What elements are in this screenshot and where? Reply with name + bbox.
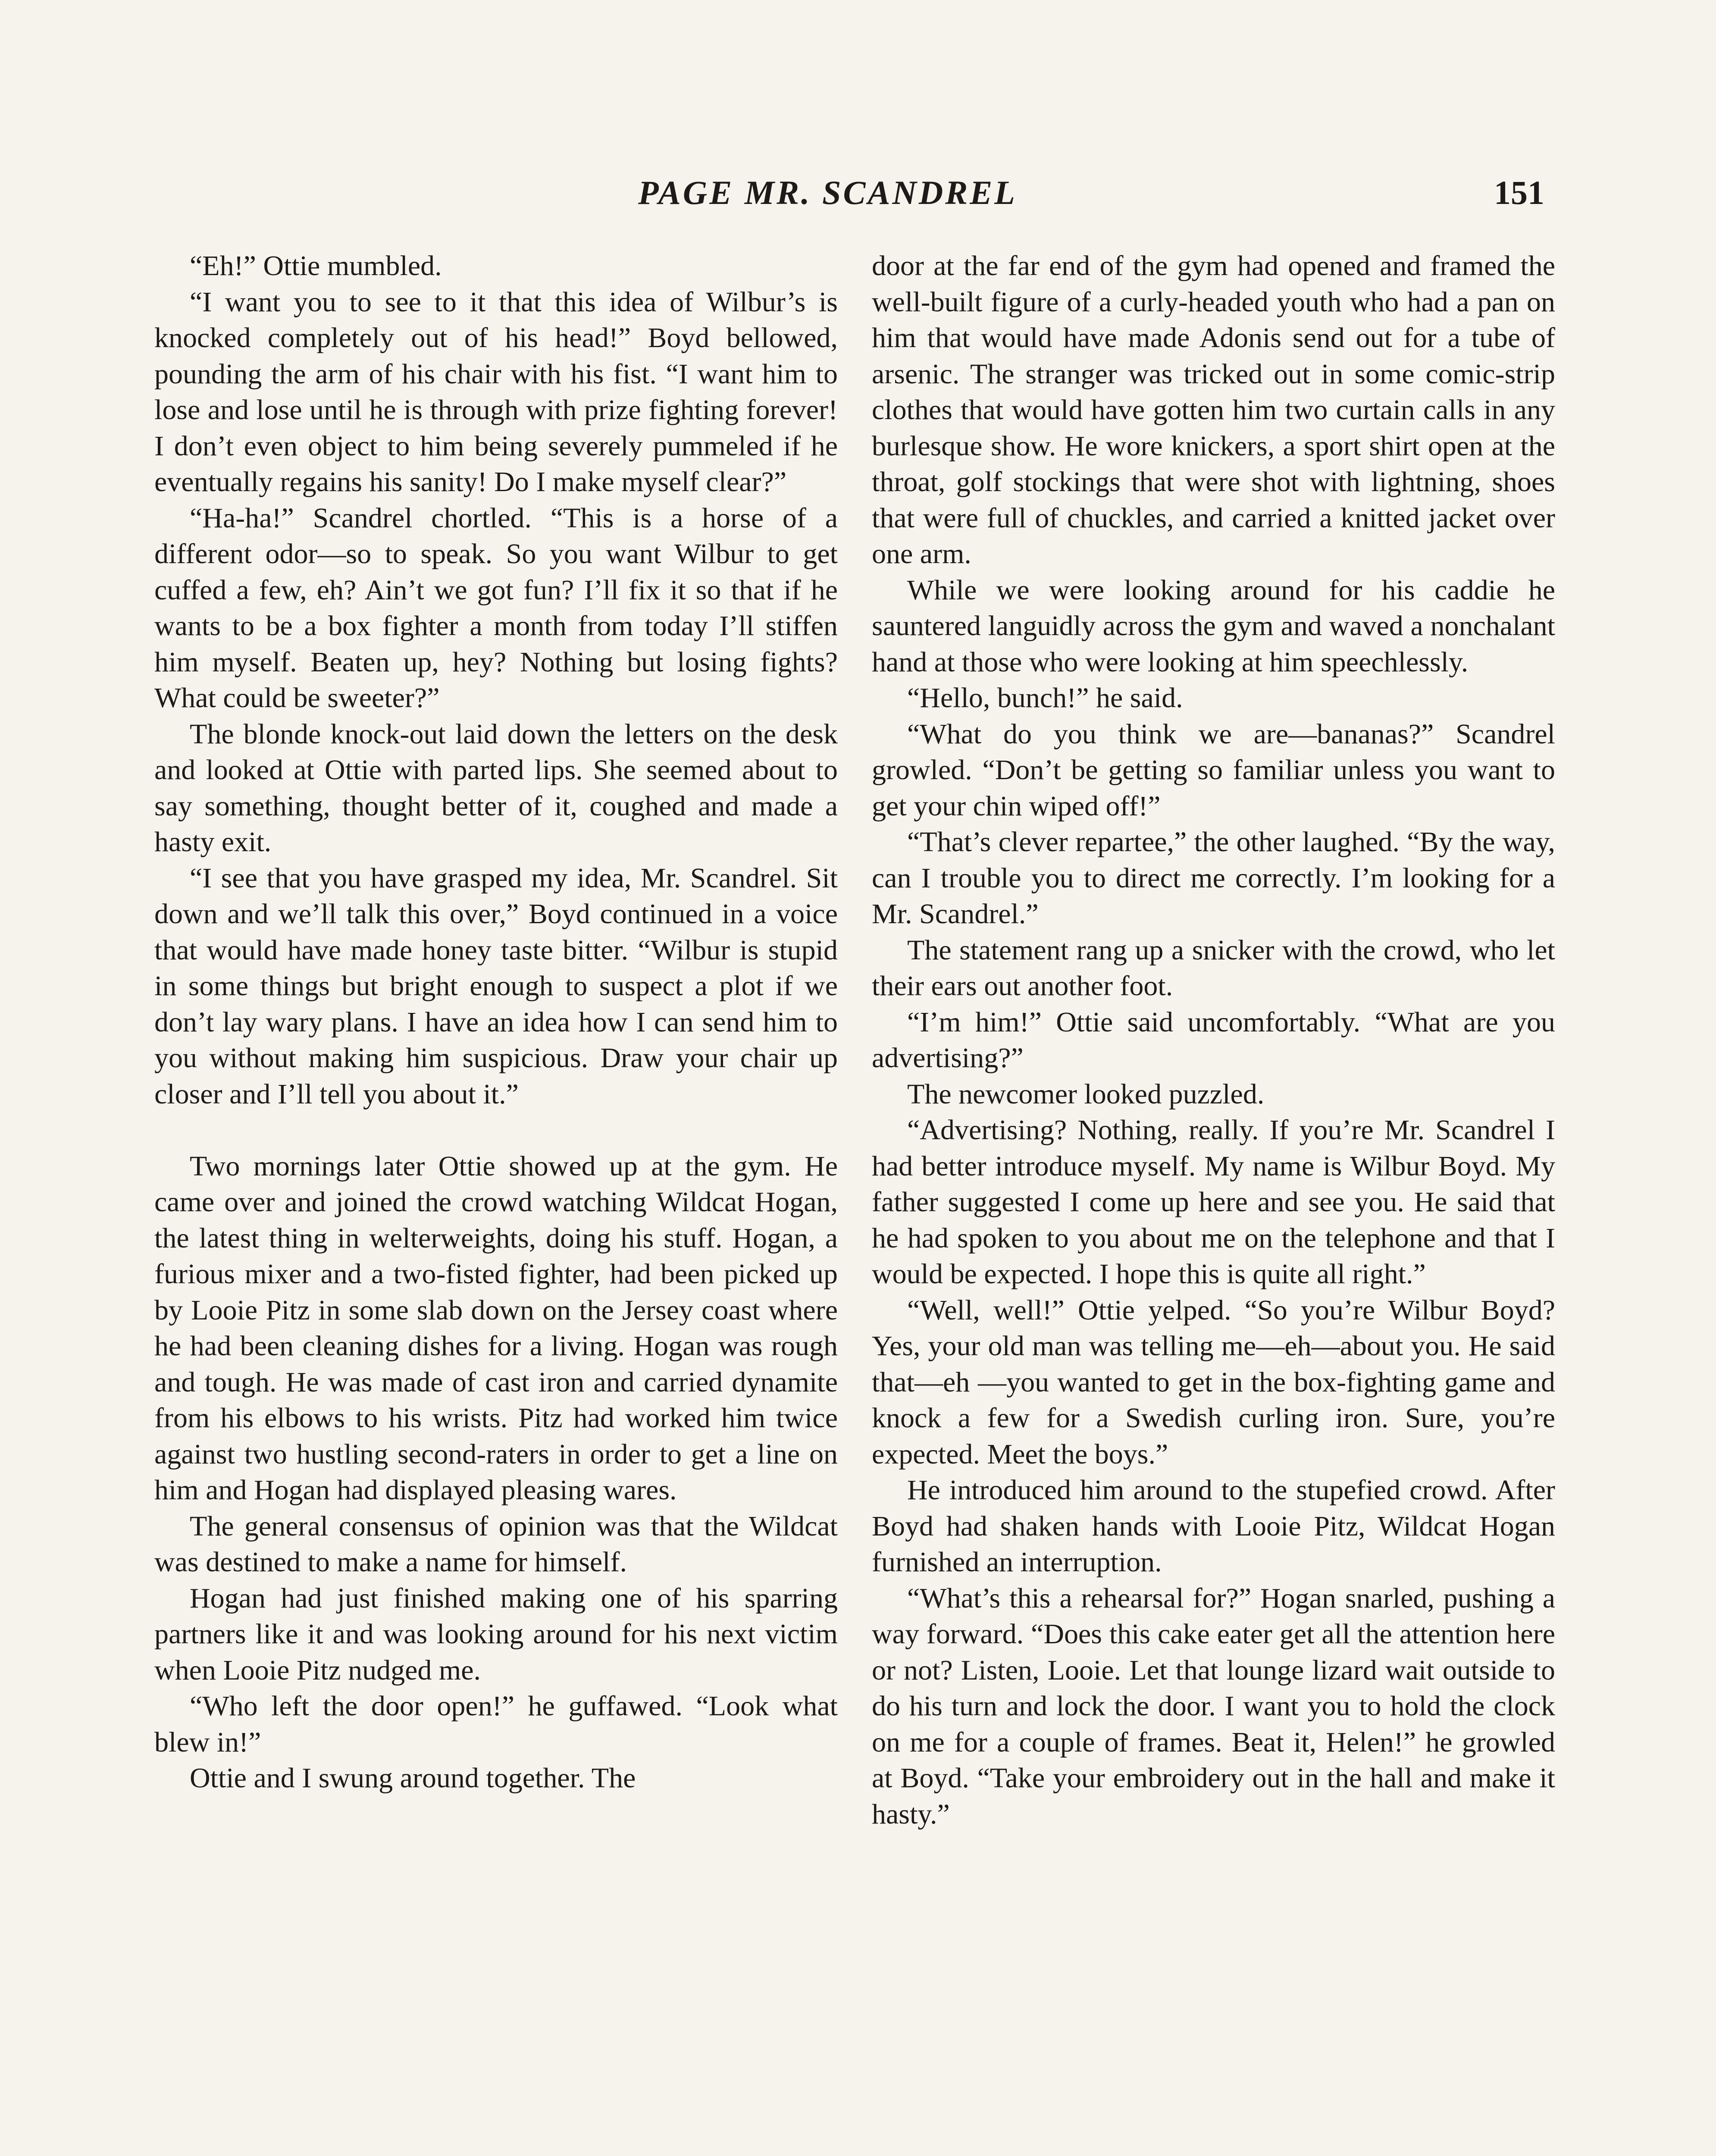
paragraph: “Hello, bunch!” he said.: [907, 682, 1183, 714]
right-column: [872, 248, 1555, 1832]
paragraph: Hogan had just finished making one of his sparring partners like it and was looking around for his next victim when Looie Pitz nudged me.: [154, 1582, 838, 1686]
paragraph: Ottie and I swung around together. The: [190, 1762, 636, 1794]
paragraph: “I see that you have grasped my idea, Mr. Scandrel. Sit down and we’ll talk this over,” Boyd continued in a voice that would have made honey taste bitter. “Wilbur is stupid in some things but bright enough to suspect a plot if we don’t lay wary plans. I have an idea how I can send him to you without making him suspicious. Draw your chair up closer and I’ll tell you about it.”: [154, 862, 838, 1110]
running-title: PAGE MR. SCANDREL: [638, 174, 1017, 211]
paragraph: “What’s this a rehearsal for?” Hogan snarled, pushing a way forward. “Does this cake eater get all the attention here or not? Listen, Looie. Let that lounge lizard wait outside to do his turn and lock the door. I want you to hold the clock on me for a couple of frames. Beat it, Helen!” he growled at Boyd. “Take your embroidery out in the hall and make it hasty.”: [872, 1582, 1555, 1830]
paragraph: Two mornings later Ottie showed up at the gym. He came over and joined the crowd watching Wildcat Hogan, the latest thing in welterweights, doing his stuff. Hogan, a furious mixer and a two-fisted fighter, had been picked up by Looie Pitz in some slab down on the Jersey coast where he had been cleaning dishes for a living. Hogan was rough and tough. He was made of cast iron and carried dynamite from his elbows to his wrists. Pitz had worked him twice against two hustling second-raters in order to get a line on him and Hogan had displayed pleasing wares.: [154, 1150, 838, 1506]
paragraph: door at the far end of the gym had opened and framed the well-built figure of a curly-headed youth who had a pan on him that would have made Adonis send out for a tube of arsenic. The stranger was tricked out in some comic-strip clothes that would have gotten him two curtain calls in any burlesque show. He wore knickers, a sport shirt open at the throat, golf stockings that were shot with lightning, shoes that were full of chuckles, and carried a knitted jacket over one arm.: [872, 250, 1555, 570]
paragraph: The blonde knock-out laid down the letters on the desk and looked at Ottie with parted lips. She seemed about to say something, thought better of it, coughed and made a hasty exit.: [154, 718, 838, 858]
paragraph: “What do you think we are—bananas?” Scandrel growled. “Don’t be getting so familiar unless you want to get your chin wiped off!”: [872, 718, 1555, 822]
paragraph: “I want you to see to it that this idea of Wilbur’s is knocked completely out of his head!” Boyd bellowed, pounding the arm of his chair with his fist. “I want him to lose and lose until he is through with prize fighting forever! I don’t even object to him being severely pummeled if he eventually regains his sanity! Do I make myself clear?”: [154, 286, 838, 498]
paragraph: He introduced him around to the stupefied crowd. After Boyd had shaken hands with Looie Pitz, Wildcat Hogan furnished an interruption.: [872, 1474, 1555, 1578]
paragraph: The statement rang up a snicker with the crowd, who let their ears out another foot.: [872, 934, 1555, 1002]
paragraph: “Advertising? Nothing, really. If you’re Mr. Scandrel I had better introduce myself. My name is Wilbur Boyd. My father suggested I come up here and see you. He said that he had spoken to you about me on the telephone and that I would be expected. I hope this is quite all right.”: [872, 1114, 1555, 1290]
paragraph: “Eh!” Ottie mumbled.: [190, 250, 442, 282]
left-column: [154, 248, 838, 1796]
paragraph: The newcomer looked puzzled.: [907, 1078, 1265, 1110]
paragraph: “Ha-ha!” Scandrel chortled. “This is a horse of a different odor—so to speak. So you want Wilbur to get cuffed a few, eh? Ain’t we got fun? I’ll fix it so that if he wants to be a box fighter a month from today I’ll stiffen him myself. Beaten up, hey? Nothing but losing fights? What could be sweeter?”: [154, 502, 838, 714]
paragraph: While we were looking around for his caddie he sauntered languidly across the gym and waved a nonchalant hand at those who were looking at him speechlessly.: [872, 574, 1555, 678]
paragraph: “I’m him!” Ottie said uncomfortably. “What are you advertising?”: [872, 1006, 1555, 1074]
paragraph: “That’s clever repartee,” the other laughed. “By the way, can I trouble you to direct me correctly. I’m looking for a Mr. Scandrel.”: [872, 826, 1555, 930]
paragraph: “Who left the door open!” he guffawed. “Look what blew in!”: [154, 1690, 838, 1758]
paragraph: “Well, well!” Ottie yelped. “So you’re Wilbur Boyd? Yes, your old man was telling me—eh—about you. He said that—eh —you wanted to get in the box-fighting game and knock a few for a Swedish curling iron. Sure, you’re expected. Meet the boys.”: [872, 1294, 1555, 1470]
paragraph: The general consensus of opinion was that the Wildcat was destined to make a name for himself.: [154, 1510, 838, 1578]
running-head: [0, 173, 1716, 221]
page-number: 151: [1494, 174, 1544, 211]
